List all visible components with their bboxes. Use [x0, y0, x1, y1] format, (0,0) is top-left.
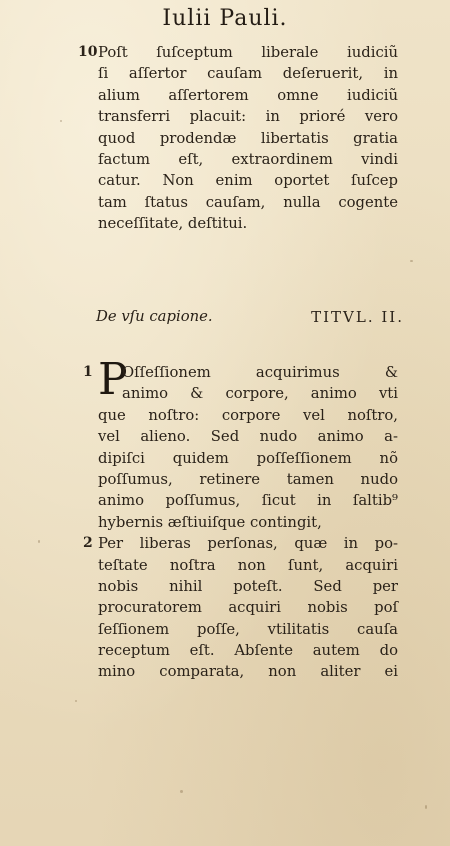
text-line: dipiſci quidem poſſeſſionem nõ: [98, 449, 398, 467]
running-head: Iulii Pauli.: [162, 6, 288, 31]
section-number: 1: [83, 364, 93, 380]
section-title: [96, 305, 404, 329]
text-line: quod prodendæ libertatis gratia: [98, 129, 398, 147]
section-1: [83, 354, 398, 683]
text-line: catur. Non enim oportet ſuſcep: [98, 172, 398, 190]
section-number: 2: [83, 535, 93, 552]
text-line: transferri placuit: in prioré vero: [98, 108, 398, 126]
paper-speck: [75, 700, 77, 702]
text-line: procuratorem acquiri nobis poſ: [98, 599, 398, 617]
section-number: 10: [78, 44, 98, 60]
paper-speck: [410, 260, 413, 262]
title-italic: De vſu capione.: [96, 308, 213, 325]
text-line: factum eſt, extraordinem vindi: [98, 150, 398, 168]
text-line: ſi aſſertor cauſam deſeruerit, in: [98, 65, 398, 83]
text-line: neceſſitate, deſtitui.: [98, 215, 248, 233]
text-line: nobis nihil poteſt. Sed per: [98, 577, 398, 595]
drop-cap: P: [98, 354, 128, 405]
paper-speck: [60, 120, 62, 122]
text-line: teſtate noſtra non ſunt, acquiri: [98, 556, 398, 574]
paper-speck: [425, 805, 427, 809]
section-10: [78, 42, 398, 235]
paper-speck: [180, 790, 183, 793]
text-line: ſeſſionem poſſe, vtilitatis cauſa: [98, 620, 398, 638]
text-line: 2 Per liberas perſonas, quæ in po-: [98, 533, 398, 554]
text-line: alium aſſertorem omne iudiciũ: [98, 86, 398, 104]
text-line: hybernis æſtiuiſque contingit,: [98, 513, 322, 531]
text-line: receptum eſt. Abſente autem do: [98, 642, 398, 660]
text-line: 10 Poſt ſuſceptum liberale iudiciũ: [98, 42, 398, 63]
text-line: animo & corpore, animo vti: [122, 385, 398, 403]
paper-speck: [38, 540, 40, 543]
text-line: animo poſſumus, ſicut in ſaltib⁹: [98, 492, 398, 510]
text-line: 1 Oſſeſſionem acquirimus &: [98, 362, 398, 383]
text-line: que noſtro: corpore vel noſtro,: [98, 406, 398, 424]
text-line: vel alieno. Sed nudo animo a-: [98, 428, 398, 446]
text-line: poſſumus, retinere tamen nudo: [98, 470, 398, 488]
text-line: tam ſtatus cauſam, nulla cogente: [98, 193, 398, 211]
title-caps: TITVL. II.: [311, 308, 404, 326]
text-line: mino comparata, non aliter ei: [98, 663, 398, 681]
